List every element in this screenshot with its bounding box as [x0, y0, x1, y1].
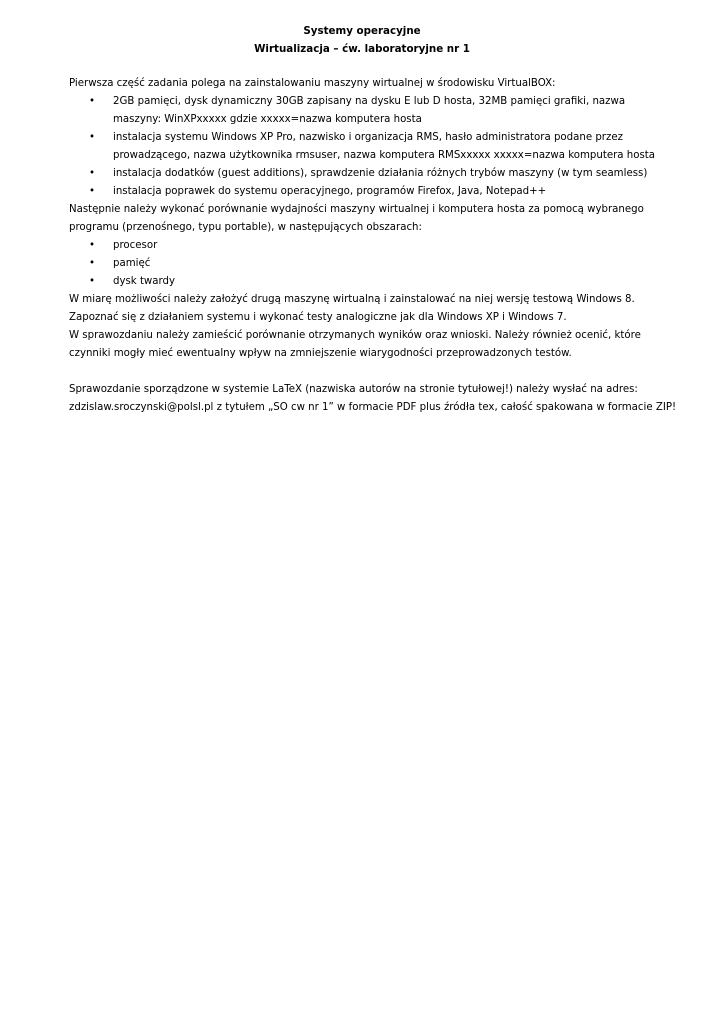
intro-text: Pierwsza część zadania polega na zainstalowaniu maszyny wirtualnej w środowisku VirtualBOX:	[69, 78, 556, 89]
list-item-text: instalacja poprawek do systemu operacyjnego, programów Firefox, Java, Notepad++	[113, 186, 547, 197]
list-item-text: maszyny: WinXPxxxxx gdzie xxxxx=nazwa komputera hosta	[113, 114, 422, 125]
bullet-icon: •	[89, 168, 96, 179]
document-subtitle: Wirtualizacja – ćw. laboratoryjne nr 1	[254, 43, 470, 55]
bullet-icon: •	[89, 276, 96, 287]
paragraph-line: czynniki mogły mieć ewentualny wpływ na zmniejszenie wiarygodności przeprowadzonych testów.	[69, 348, 572, 359]
install-list	[69, 93, 669, 201]
bullet-icon: •	[89, 96, 96, 107]
bullet-icon: •	[89, 186, 96, 197]
list-item-text: procesor	[113, 240, 158, 251]
document-title: Systemy operacyjne	[303, 25, 421, 37]
list-item-text: dysk twardy	[113, 276, 176, 287]
list-item	[69, 93, 669, 129]
compare-text: programu (przenośnego, typu portable), w następujących obszarach:	[69, 222, 422, 233]
list-item-text: pamięć	[113, 258, 151, 269]
spacer	[69, 363, 669, 381]
report-line: Sprawozdanie sporządzone w systemie LaTeX (nazwiska autorów na stronie tytułowej!) należy wysłać na adres:	[69, 384, 638, 395]
paragraph-line: Zapoznać się z działaniem systemu i wykonać testy analogiczne jak dla Windows XP i Windows 7.	[69, 312, 567, 323]
report-line: zdzislaw.sroczynski@polsl.pl z tytułem „SO cw nr 1” w formacie PDF plus źródła tex, całość spakowana w formacie ZIP!	[69, 402, 677, 413]
bullet-icon: •	[89, 258, 96, 269]
list-item-text: prowadzącego, nazwa użytkownika rmsuser, nazwa komputera RMSxxxxx xxxxx=nazwa komputera hosta	[113, 150, 656, 161]
areas-list	[69, 237, 669, 291]
list-item-text: instalacja systemu Windows XP Pro, nazwisko i organizacja RMS, hasło administratora podane przez	[113, 132, 623, 143]
list-item	[69, 273, 669, 291]
paragraph-line: W sprawozdaniu należy zamieścić porównanie otrzymanych wyników oraz wnioski. Należy również ocenić, które	[69, 330, 641, 341]
list-item-text: 2GB pamięci, dysk dynamiczny 30GB zapisany na dysku E lub D hosta, 32MB pamięci grafiki, nazwa	[113, 96, 626, 107]
list-item	[69, 237, 669, 255]
list-item	[69, 165, 669, 183]
list-item	[69, 129, 669, 165]
bullet-icon: •	[89, 132, 96, 143]
bullet-icon: •	[89, 240, 96, 251]
list-item-text: instalacja dodatków (guest additions), sprawdzenie działania różnych trybów maszyny (w tym seamless)	[113, 168, 648, 179]
paragraph-line: W miarę możliwości należy założyć drugą maszynę wirtualną i zainstalować na niej wersję testową Windows 8.	[69, 294, 635, 305]
list-item	[69, 183, 669, 201]
list-item	[69, 255, 669, 273]
document-body	[69, 75, 677, 417]
compare-text: Następnie należy wykonać porównanie wydajności maszyny wirtualnej i komputera hosta za pomocą wybranego	[69, 204, 644, 215]
